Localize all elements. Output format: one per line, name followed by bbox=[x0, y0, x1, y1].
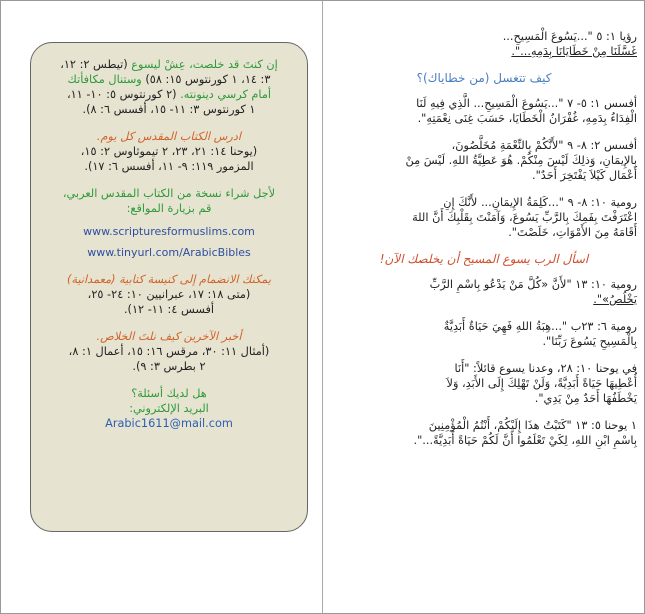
verse-revelation: رؤيا ١: ٥ "...يَسُوعَ الْمَسِيحِ... غَسَّلَنَا مِنْ خَطَايَانَا بِدَمِهِ...". bbox=[502, 30, 637, 58]
section-live-for-jesus: إن كنتَ قد خلصت، عِشْ ليسوع (تيطس ٢: ١٢، ٣: ١٤، ١ كورنتوس ١٥: ٥٨) وستنال مكافأتك أمام كرسي دينونته. (٢ كورنتوس ٥: ١٠- ١١، ١ كورنتوس ٣: ١١- ١٥، أفسس ٦: ٨). bbox=[60, 58, 278, 116]
right-panel bbox=[331, 29, 637, 460]
section-study-bible: ادرس الكتاب المقدس كل يوم. (يوحنا ١٤: ٢١، ٢٣، ٢ تيموثاوس ٢: ١٥، المزمور ١١٩: ٩- ١١، أفسس ٦: ١٧). bbox=[80, 130, 258, 173]
verse-john-10-28: في يوحنا ١٠: ٢٨، وعدنا يسوع قائلاً: "أَنَا أُعْطِيهَا حَيَاةً أَبَدِيَّةً، وَلَنْ تَهْلِكَ إِلَى الأَبَدِ، وَلاَ يَخْطَفُهَا أَحَدٌ مِنْ يَدِي". bbox=[446, 362, 637, 405]
verse-ephesians-1: أفسس ١: ٥- ٧ "...يَسُوعَ الْمَسِيحِ... الَّذِي فِيهِ لَنَا الْفِدَاءُ بِدَمِهِ، غُفْرَانُ الْخَطَايَا، حَسَبَ غِنَى نِعْمَتِهِ". bbox=[416, 97, 637, 125]
verse-romans-10-8: رومية ١٠: ٨- ٩ "...كَلِمَةُ الإِيمَانِ... لأَنَّكَ إِنِ اعْتَرَفْتَ بِفَمِكَ بِالرَّبِّ يَسُوعَ، وَآمَنْتَ بِقَلْبِكَ أَنَّ اللهَ أَقَامَهُ مِنَ الأَمْوَاتِ، خَلَصْتَ". bbox=[412, 196, 637, 239]
heading-ask-lord: اسأل الرب يسوع المسيح أن يخلصك الآن! bbox=[379, 252, 589, 266]
verse-romans-6-23: رومية ٦: ٢٣ب "...هِبَةُ اللهِ فَهِيَ حَيَاةٌ أَبَدِيَّةٌ بِالْمَسِيحِ يَسُوعَ رَبِّنَا". bbox=[443, 320, 637, 348]
section-buy-bible: لأجل شراء نسخة من الكتاب المقدس العربي، قم بزيارة المواقع: www.scripturesformuslims.com www.tinyurl.com/ArabicBibles bbox=[41, 186, 297, 260]
verse-romans-10-13: رومية ١٠: ١٣ "لأَنَّ «كُلَّ مَنْ يَدْعُو بِاسْمِ الرَّبِّ يَخْلُصُ»". bbox=[429, 278, 637, 306]
link-scriptures-for-muslims[interactable]: www.scripturesformuslims.com bbox=[83, 225, 255, 238]
follow-up-box bbox=[30, 42, 308, 532]
section-tell-others: أخبر الآخرين كيف نلتَ الخلاص. (أمثال ١١: ٣٠، مرقس ١٦: ١٥، أعمال ١: ٨، ٢ بطرس ٣: ٩). bbox=[68, 330, 270, 373]
link-arabic-bibles[interactable]: www.tinyurl.com/ArabicBibles bbox=[87, 246, 251, 259]
fold-divider bbox=[322, 1, 323, 613]
verse-ephesians-2: أفسس ٢: ٨- ٩ "لأَنَّكُمْ بِالنِّعْمَةِ مُخَلَّصُونَ، بِالإِيمَانِ، وَذلِكَ لَيْسَ مِنْكُمْ. هُوَ عَطِيَّةُ اللهِ. لَيْسَ مِنْ أَعْمَال كَيْلاَ يَفْتَخِرَ أَحَدٌ". bbox=[405, 139, 637, 182]
section-questions: هل لديك أسئلة؟ البريد الإلكتروني: Arabic1611@mail.com bbox=[41, 386, 297, 431]
heading-how-cleansed: كيف تتغسل (من خطاياك)؟ bbox=[416, 71, 552, 85]
email-link[interactable]: Arabic1611@mail.com bbox=[105, 417, 233, 430]
section-join-church: يمكنك الانضمام إلى كنيسة كتابية (معمدانية) (متى ١٨: ١٧، عبرانيين ١٠: ٢٤- ٢٥، أفسس ٤: ١١- ١٢). bbox=[67, 273, 271, 316]
verse-1-john-5-13: ١ يوحنا ٥: ١٣ "كَتَبْتُ هذَا إِلَيْكُمْ، أَنْتُمُ الْمُؤْمِنِينَ بِاسْمِ ابْنِ اللهِ، لِكَيْ تَعْلَمُوا أَنَّ لَكُمْ حَيَاةً أَبَدِيَّةً...". bbox=[413, 419, 637, 447]
